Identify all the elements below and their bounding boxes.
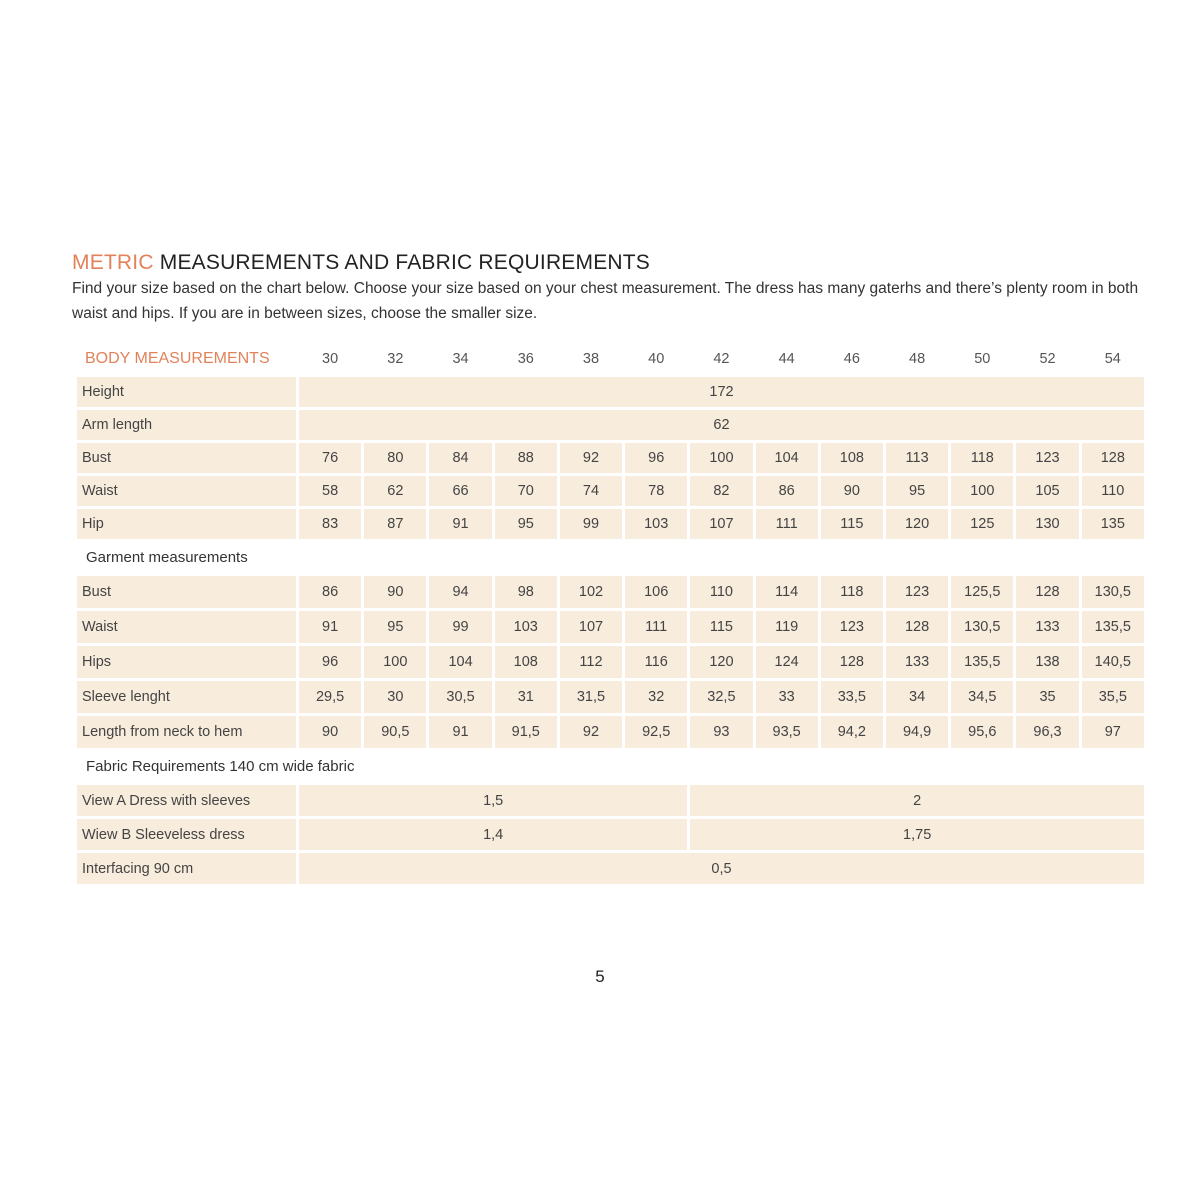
table-cell: 113 [886, 443, 948, 473]
table-cell: 124 [756, 646, 818, 678]
table-cell: 84 [429, 443, 491, 473]
size-header: 36 [517, 351, 534, 367]
size-header-row [77, 344, 1144, 374]
table-cell: 91 [299, 611, 361, 643]
table-cell: 115 [821, 509, 883, 539]
table-cell: 32,5 [690, 681, 752, 713]
table-cell: 116 [625, 646, 687, 678]
measurement-table [74, 341, 1147, 887]
table-cell: 123 [1016, 443, 1078, 473]
title-rest: MEASUREMENTS AND FABRIC REQUIREMENTS [159, 251, 651, 274]
size-header: 30 [322, 351, 339, 367]
table-cell: 91,5 [495, 716, 557, 748]
garment-hips-row [77, 646, 1144, 678]
table-cell: 111 [625, 611, 687, 643]
table-cell: 94,9 [886, 716, 948, 748]
table-cell: 30 [364, 681, 426, 713]
table-cell: 104 [429, 646, 491, 678]
table-cell: 66 [429, 476, 491, 506]
size-header: 34 [452, 351, 469, 367]
table-cell: 80 [364, 443, 426, 473]
fabric-heading-row [77, 751, 1144, 782]
table-cell: 92,5 [625, 716, 687, 748]
table-cell: 86 [756, 476, 818, 506]
size-header: 40 [648, 351, 665, 367]
body-measurements-heading: BODY MEASUREMENTS [85, 350, 270, 367]
height-row [77, 377, 1144, 407]
interfacing-row [77, 853, 1144, 884]
table-cell: 58 [299, 476, 361, 506]
size-header: 46 [843, 351, 860, 367]
table-cell: 88 [495, 443, 557, 473]
table-cell: 99 [560, 509, 622, 539]
table-cell: 93 [690, 716, 752, 748]
arm-length-row [77, 410, 1144, 440]
table-cell: 0,5 [299, 853, 1144, 884]
row-label: Waist [77, 611, 296, 643]
table-cell: 100 [951, 476, 1013, 506]
table-cell: 90 [821, 476, 883, 506]
table-cell: 62 [364, 476, 426, 506]
table-cell: 118 [951, 443, 1013, 473]
table-cell: 93,5 [756, 716, 818, 748]
table-cell: 106 [625, 576, 687, 608]
body-waist-row [77, 476, 1144, 506]
row-label: View A Dress with sleeves [77, 785, 296, 816]
size-header: 32 [387, 351, 404, 367]
table-cell: 115 [690, 611, 752, 643]
row-label: Arm length [77, 410, 296, 440]
table-cell: 97 [1082, 716, 1144, 748]
table-cell: 95 [886, 476, 948, 506]
row-label: Hips [77, 646, 296, 678]
table-cell: 128 [1082, 443, 1144, 473]
garment-length-row [77, 716, 1144, 748]
table-cell: 107 [690, 509, 752, 539]
table-cell: 82 [690, 476, 752, 506]
table-cell: 1,4 [299, 819, 687, 850]
table-cell: 123 [886, 576, 948, 608]
table-cell: 133 [886, 646, 948, 678]
table-cell: 96,3 [1016, 716, 1078, 748]
table-cell: 91 [429, 716, 491, 748]
size-header: 52 [1039, 351, 1056, 367]
table-cell: 94,2 [821, 716, 883, 748]
intro-text: Find your size based on the chart below. Choose your size based on your chest measurement. The dress has many gaterhs and there’s plenty room in both waist and hips. If you are in between sizes, choose the smaller size. [72, 280, 1139, 322]
table-cell: 95,6 [951, 716, 1013, 748]
table-cell: 2 [690, 785, 1144, 816]
table-cell: 90,5 [364, 716, 426, 748]
table-cell: 91 [429, 509, 491, 539]
view-a-row [77, 785, 1144, 816]
row-label: Bust [77, 443, 296, 473]
table-cell: 108 [821, 443, 883, 473]
table-cell: 86 [299, 576, 361, 608]
row-label: Interfacing 90 cm [77, 853, 296, 884]
table-cell: 92 [560, 443, 622, 473]
table-cell: 133 [1016, 611, 1078, 643]
table-cell: 128 [821, 646, 883, 678]
table-cell: 119 [756, 611, 818, 643]
table-cell: 102 [560, 576, 622, 608]
size-header: 54 [1104, 351, 1121, 367]
row-label: Hip [77, 509, 296, 539]
table-cell: 95 [495, 509, 557, 539]
table-cell: 110 [690, 576, 752, 608]
row-label: Length from neck to hem [77, 716, 296, 748]
table-cell: 87 [364, 509, 426, 539]
table-cell: 104 [756, 443, 818, 473]
table-cell: 100 [690, 443, 752, 473]
table-cell: 90 [299, 716, 361, 748]
row-label: Sleeve lenght [77, 681, 296, 713]
table-cell: 172 [299, 377, 1144, 407]
table-cell: 103 [495, 611, 557, 643]
garment-sleeve-row [77, 681, 1144, 713]
row-label: Wiew B Sleeveless dress [77, 819, 296, 850]
table-cell: 1,5 [299, 785, 687, 816]
table-cell: 78 [625, 476, 687, 506]
garment-heading-row [77, 542, 1144, 573]
table-cell: 1,75 [690, 819, 1144, 850]
table-cell: 140,5 [1082, 646, 1144, 678]
table-cell: 29,5 [299, 681, 361, 713]
table-cell: 103 [625, 509, 687, 539]
table-cell: 138 [1016, 646, 1078, 678]
table-cell: 110 [1082, 476, 1144, 506]
table-cell: 34 [886, 681, 948, 713]
table-cell: 111 [756, 509, 818, 539]
table-cell: 130 [1016, 509, 1078, 539]
table-cell: 98 [495, 576, 557, 608]
table-cell: 70 [495, 476, 557, 506]
body-bust-row [77, 443, 1144, 473]
size-header: 48 [909, 351, 926, 367]
table-cell: 99 [429, 611, 491, 643]
table-cell: 120 [886, 509, 948, 539]
view-b-row [77, 819, 1144, 850]
table-cell: 33,5 [821, 681, 883, 713]
table-cell: 125 [951, 509, 1013, 539]
size-header: 42 [713, 351, 730, 367]
row-label: Height [77, 377, 296, 407]
table-cell: 92 [560, 716, 622, 748]
table-cell: 107 [560, 611, 622, 643]
page-number: 5 [595, 967, 605, 986]
table-cell: 135,5 [1082, 611, 1144, 643]
table-cell: 74 [560, 476, 622, 506]
garment-measurements-heading: Garment measurements [86, 549, 248, 566]
table-cell: 108 [495, 646, 557, 678]
table-cell: 114 [756, 576, 818, 608]
table-cell: 123 [821, 611, 883, 643]
row-label: Bust [77, 576, 296, 608]
table-cell: 33 [756, 681, 818, 713]
garment-waist-row [77, 611, 1144, 643]
table-cell: 135,5 [951, 646, 1013, 678]
table-cell: 34,5 [951, 681, 1013, 713]
fabric-requirements-heading: Fabric Requirements 140 cm wide fabric [86, 758, 355, 775]
table-cell: 130,5 [1082, 576, 1144, 608]
table-cell: 62 [299, 410, 1144, 440]
size-header: 44 [778, 351, 795, 367]
table-cell: 83 [299, 509, 361, 539]
size-header: 50 [974, 351, 991, 367]
table-cell: 96 [625, 443, 687, 473]
table-cell: 120 [690, 646, 752, 678]
table-cell: 35 [1016, 681, 1078, 713]
page-title [72, 251, 650, 275]
table-cell: 35,5 [1082, 681, 1144, 713]
table-cell: 128 [1016, 576, 1078, 608]
table-cell: 95 [364, 611, 426, 643]
table-cell: 76 [299, 443, 361, 473]
title-accent: METRIC [72, 251, 154, 274]
garment-bust-row [77, 576, 1144, 608]
table-cell: 128 [886, 611, 948, 643]
table-cell: 94 [429, 576, 491, 608]
table-cell: 96 [299, 646, 361, 678]
size-header: 38 [582, 351, 600, 367]
table-cell: 135 [1082, 509, 1144, 539]
table-cell: 31,5 [560, 681, 622, 713]
table-cell: 32 [625, 681, 687, 713]
row-label: Waist [77, 476, 296, 506]
table-cell: 105 [1016, 476, 1078, 506]
table-cell: 125,5 [951, 576, 1013, 608]
table-cell: 130,5 [951, 611, 1013, 643]
table-cell: 100 [364, 646, 426, 678]
body-hip-row [77, 509, 1144, 539]
table-cell: 112 [560, 646, 622, 678]
table-cell: 31 [495, 681, 557, 713]
table-cell: 118 [821, 576, 883, 608]
table-cell: 30,5 [429, 681, 491, 713]
table-cell: 90 [364, 576, 426, 608]
